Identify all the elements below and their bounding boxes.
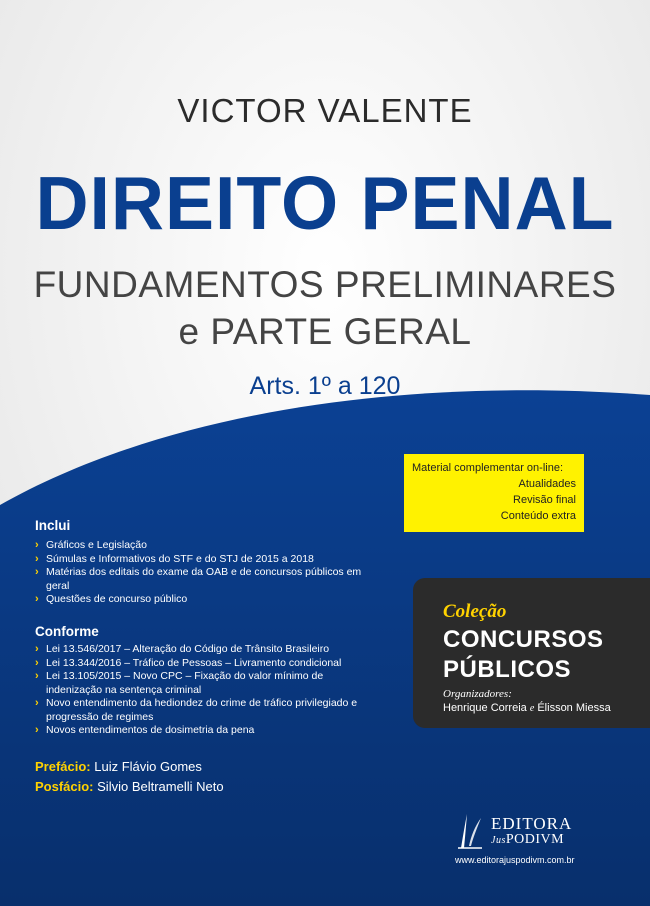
- list-item: [35, 553, 380, 567]
- chevron-right-icon: ›: [35, 593, 39, 605]
- chevron-right-icon: ›: [35, 670, 39, 682]
- chevron-right-icon: ›: [35, 724, 39, 736]
- list-item: [35, 566, 380, 593]
- list-item-text: Gráficos e Legislação: [46, 539, 147, 551]
- online-material-item: Revisão final: [513, 494, 576, 506]
- list-item-text: Lei 13.546/2017 – Alteração do Código de Trânsito Brasileiro: [46, 643, 330, 655]
- publisher-url: www.editorajuspodivm.com.br: [455, 855, 575, 865]
- postface-credit: [35, 779, 224, 794]
- chevron-right-icon: ›: [35, 552, 39, 565]
- publisher-name: EDITORA: [491, 814, 573, 833]
- postface-name: Silvio Beltramelli Neto: [97, 779, 224, 794]
- organizer-name: Henrique Correia: [443, 702, 527, 714]
- inclui-heading: Inclui: [35, 518, 71, 533]
- list-item: [35, 670, 380, 697]
- chevron-right-icon: ›: [35, 566, 39, 578]
- list-item: [35, 724, 380, 738]
- online-material-item: Conteúdo extra: [500, 510, 576, 522]
- chevron-right-icon: ›: [35, 539, 39, 551]
- list-item-text: Matérias dos editais do exame da OAB e de concursos públicos em geral: [46, 566, 362, 592]
- collection-title-line-2: PÚBLICOS: [443, 656, 572, 683]
- book-title: DIREITO PENAL: [35, 161, 615, 245]
- chevron-right-icon: ›: [35, 656, 39, 669]
- list-item: [35, 539, 380, 553]
- collection-box: [413, 578, 650, 728]
- chevron-right-icon: ›: [35, 643, 39, 655]
- list-item: [35, 643, 380, 657]
- publisher-name-prefix: Jus: [491, 835, 506, 846]
- publisher-logo: [455, 812, 605, 852]
- list-item-text: Lei 13.105/2015 – Novo CPC – Fixação do valor mínimo de indenização na sentença criminal: [46, 670, 324, 696]
- preface-name: Luiz Flávio Gomes: [94, 759, 202, 774]
- feather-pen-icon: [455, 812, 485, 850]
- preface-credit: [35, 759, 202, 774]
- list-item-text: Questões de concurso público: [46, 593, 188, 605]
- online-material-heading: Material complementar on-line:: [412, 462, 564, 474]
- collection-title-line-1: CONCURSOS: [443, 626, 604, 653]
- organizer-connector: e: [529, 703, 535, 714]
- inclui-list: [35, 539, 380, 607]
- subtitle-line-2: e PARTE GERAL: [178, 311, 472, 352]
- organizers-label: Organizadores:: [443, 688, 512, 700]
- publisher-subname: [491, 832, 564, 848]
- postface-label: Posfácio:: [35, 779, 94, 794]
- author-name: VICTOR VALENTE: [177, 92, 473, 129]
- list-item: [35, 697, 380, 724]
- list-item-text: Lei 13.344/2016 – Tráfico de Pessoas – Livramento condicional: [46, 656, 342, 669]
- list-item-text: Súmulas e Informativos do STF e do STJ de 2015 a 2018: [46, 552, 314, 565]
- preface-label: Prefácio:: [35, 759, 91, 774]
- publisher-name-main: PODIVM: [505, 832, 565, 847]
- organizer-name: Élisson Miessa: [537, 702, 611, 714]
- list-item: [35, 657, 380, 671]
- list-item-text: Novo entendimento da hediondez do crime de tráfico privilegiado e progressão de regimes: [46, 697, 358, 723]
- organizers-names: [443, 702, 611, 714]
- articles-range: Arts. 1º a 120: [249, 372, 401, 400]
- conforme-list: [35, 643, 380, 738]
- subtitle-line-1: FUNDAMENTOS PRELIMINARES: [33, 264, 617, 305]
- collection-label: Coleção: [443, 601, 507, 622]
- conforme-heading: Conforme: [35, 624, 99, 639]
- online-material-box: [404, 454, 584, 532]
- online-material-item: Atualidades: [518, 478, 576, 490]
- list-item-text: Novos entendimentos de dosimetria da pena: [46, 724, 255, 736]
- list-item: [35, 593, 380, 607]
- chevron-right-icon: ›: [35, 697, 39, 709]
